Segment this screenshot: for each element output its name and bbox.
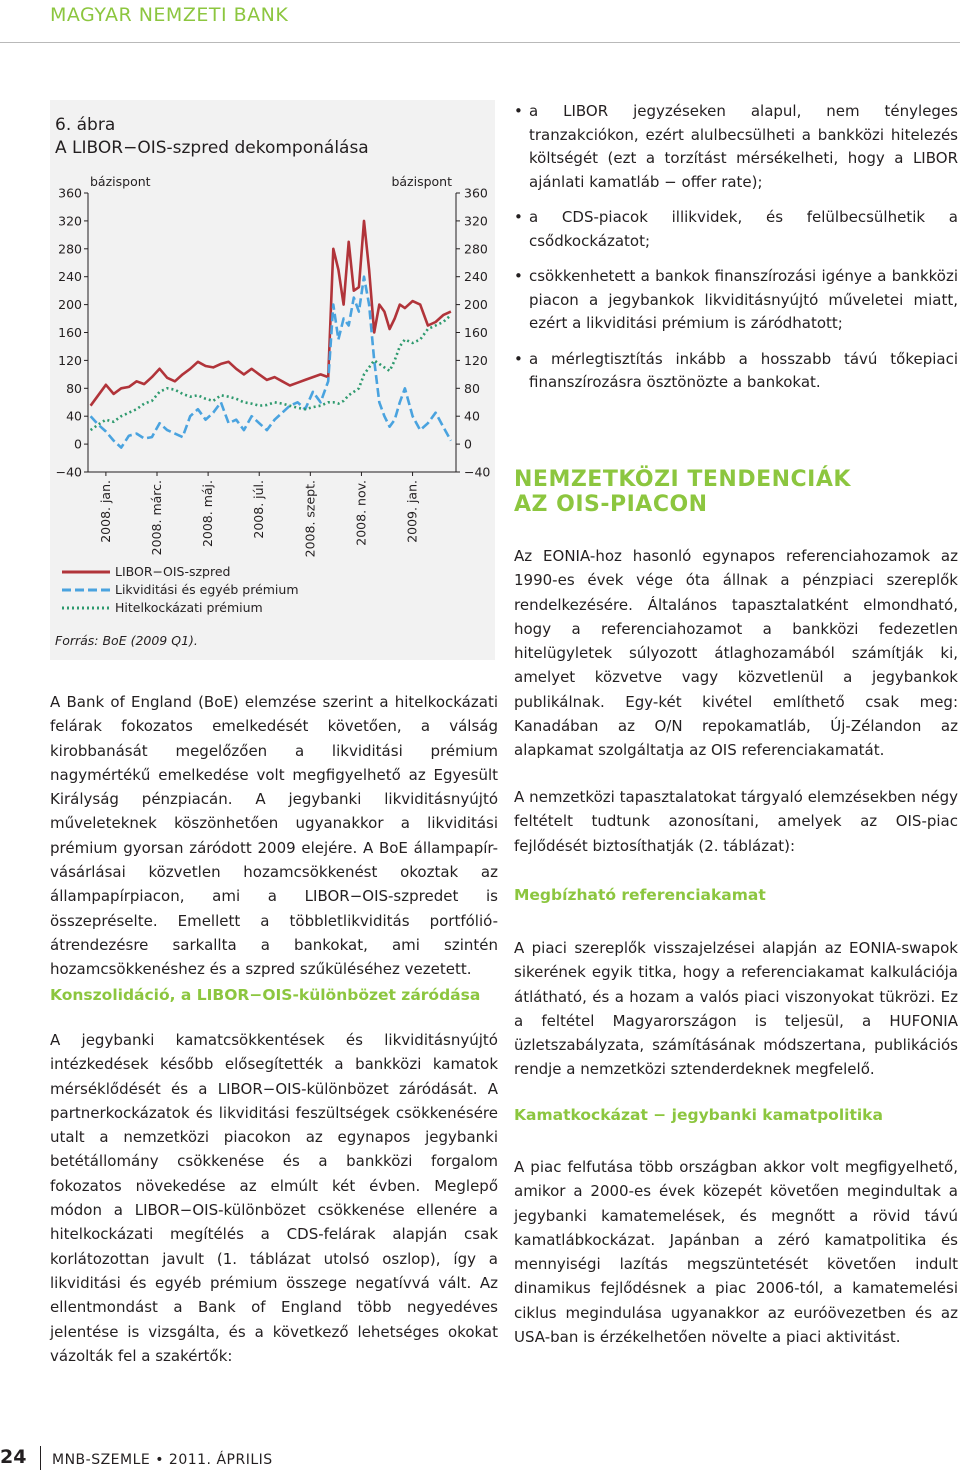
y-axis-unit-right: bázispont [391,174,452,189]
right-subheading-2: Kamatkockázat − jegybanki kamatpolitika [514,1106,883,1124]
x-tick-label: 2008. máj. [200,480,216,548]
legend-item-liquidity [62,581,299,599]
y-tick-label-right: 200 [464,297,488,313]
y-tick-label-left: 280 [58,241,82,257]
left-subheading: Konszolidáció, a LIBOR−OIS-különbözet záródása [50,986,481,1004]
right-paragraph-3: A piaci szereplők visszajelzései alapján az EONIA-swapok sikerének egyik titka, hogy a referenciakamat kalkulációja átlátható, és a hozam a valós piaci viszonyokat tükrözi. Ez a feltétel Magyarországon is teljesül, a HUFONIA üzletszabályzata, számításának módszertana, publikációs rendje a nemzetközi sztenderdeknek megfelelő. [514,939,958,1079]
section-title-line-2: AZ OIS-PIACON [514,492,708,517]
section-title-line-1: NEMZETKÖZI TENDENCIÁK [514,467,851,492]
y-axis-unit-left: bázispont [90,174,151,189]
y-tick-label-right: 320 [464,213,488,229]
right-paragraph-4: A piac felfutása több országban akkor volt megfigyelhető, amikor a 2000-es évek közepét követően megindultak a jegybanki kamatemelések, és megnőtt a rövid távú kamatlábkockázat. Japánban a zéró kamatpolitika és mennyiségi lazítás megszüntetését követően indult dinamikus fejlődésnek a piac 2006-tól, a kamatemelési ciklus megindulása ugyanakkor az euróövezetben és az USA-ban is érzékelhetően növelte a piaci aktivitást. [514,1158,958,1347]
x-tick-label: 2009. jan. [404,480,420,543]
legend-item-credit [62,599,299,617]
legend-label: Likviditási és egyéb prémium [115,582,299,597]
bullet-item: • csökkenhetett a bankok finanszírozási igénye a bankközi piacon a jegybankok likviditásnyújtó műveletei miatt, ezért a likviditási prémium is záródhatott; [514,265,958,336]
right-paragraph-2: A nemzetközi tapasztalatokat tárgyaló elemzésekben négy feltételt tudtunk azonosítani, amelyek az OIS-piac fejlődését biztosíthatják (2. táblázat): [514,788,958,855]
journal-header: MAGYAR NEMZETI BANK [50,4,289,26]
legend-solid-line-swatch [62,568,110,576]
left-paragraph-1: A Bank of England (BoE) elemzése szerint a hitelkockázati felárak fokozatos emelkedését követően, a válság kirobbanását megelőzően a likviditási prémium nagymértékű emelkedése volt megfigyelhető az Egyesült Királyság pénzpiacán. A jegybanki likviditásnyújtó műveleteknek köszönhetően ugyanakkor a likviditási prémium gyorsan záródott 2009 elejére. A BoE állampapír-vásárlásai közvetlen hozamcsökkenést okoztak az állampapírpiacon, ami a LIBOR−OIS-szpredet is összepréselte. Emellett a többletlikviditás portfólió-átrendezésre sarkallta a bankokat, ami szintén hozamcsökkenéshez és a szpred szűküléséhez vezetett. [50,693,498,979]
chart-legend [62,563,299,617]
y-tick-label-left: 200 [58,297,82,313]
footer-divider [40,1446,41,1470]
right-paragraph-1: Az EONIA-hoz hasonló egynapos referenciahozamok az 1990-es évek vége óta állnak a pénzpiaci szereplők rendelkezésére. Általános tapasztalatként elmondható, hogy a referenciahozamot a bankközi fedezetlen hitelügyletek súlyozott átlaghozamából számítják ki, amelyet közvetve vagy közvetlenül a jegybankok publikálnak. Egy-két kivétel említhető csak meg: Kanadában az O/N repokamatláb, Új-Zélandon az alapkamat szolgáltatja az OIS referenciakamatát. [514,547,958,760]
figure-source: Forrás: BoE (2009 Q1). [55,633,198,648]
y-tick-label-right: 280 [464,241,488,257]
y-tick-label-right: 240 [464,269,488,285]
y-tick-label-right: 360 [464,185,488,201]
bullet-list [514,100,958,407]
header-divider [0,42,960,43]
y-tick-label-left: 240 [58,269,82,285]
decomposition-chart [50,160,495,560]
bullet-item: • a mérlegtisztítás inkább a hosszabb távú tőkepiaci finanszírozásra ösztönözte a bankokat. [514,348,958,395]
y-tick-label-left: −40 [55,464,82,480]
y-tick-label-right: −40 [464,464,491,480]
page-number: 24 [0,1446,27,1468]
figure-title: A LIBOR−OIS-szpred dekomponálása [55,138,369,158]
right-subheading-1: Megbízható referenciakamat [514,886,766,904]
y-tick-label-left: 160 [58,325,82,340]
y-tick-label-right: 40 [464,408,480,424]
legend-dashed-line-swatch [62,586,110,594]
y-tick-label-right: 0 [464,436,472,452]
figure-caption [55,114,369,160]
figure-number: 6. ábra [55,115,116,135]
y-tick-label-left: 80 [66,380,82,396]
bullet-item: • a CDS-piacok illikvidek, és felülbecsülhetik a csődkockázatot; [514,206,958,253]
x-tick-label: 2008. júl. [251,480,267,539]
section-title [514,467,851,517]
y-tick-label-left: 120 [58,352,82,368]
y-tick-label-left: 40 [66,408,82,424]
footer-journal: MNB-SZEMLE • 2011. ÁPRILIS [52,1452,273,1468]
x-tick-label: 2008. nov. [353,480,369,546]
x-tick-label: 2008. márc. [149,480,164,556]
y-tick-label-right: 160 [464,325,488,340]
y-tick-label-left: 320 [58,213,82,229]
legend-label: Hitelkockázati prémium [115,600,263,615]
legend-item-libor-ois [62,563,299,581]
liquidity-premium-line [91,277,451,448]
bullet-item: • a LIBOR jegyzéseken alapul, nem tényleges tranzakciókon, ezért alulbecsülheti a bankközi hitelezés költségét (ezt a torzítást mérsékelheti, hogy a LIBOR ajánlati kamatláb − offer rate); [514,100,958,194]
y-tick-label-right: 80 [464,380,480,396]
y-tick-label-right: 120 [464,352,488,368]
x-tick-label: 2008. szept. [302,480,318,558]
left-paragraph-2: A jegybanki kamatcsökkentések és likviditásnyújtó intézkedések később elősegítették a bankközi kamatok mérséklődését és a LIBOR−OIS-különbözet záródását. A partnerkockázatok és likviditási feszültségek csökkenésére utalt a nemzetközi piacokon az egynapos jegybanki betétállomány csökkenése és a bankközi forgalom fokozatos növekedése az elmúlt két évben. Meglepő módon a LIBOR−OIS-különbözet csökkenése ellenére a hitelkockázati megítélés a CDS-felárak alapján csak korlátozottan javult (1. táblázat utolsó oszlop), így a likviditási és egyéb prémium összege negatívvá vált. Az ellentmondást a Bank of England több negyedéves jelentése is vizsgálta, és a következő lehetséges okokat vázolták fel a szakértők: [50,1031,498,1365]
legend-label: LIBOR−OIS-szpred [115,564,231,579]
y-tick-label-left: 0 [74,436,82,452]
legend-dotted-line-swatch [62,604,110,612]
libor-ois-spread-line [91,221,451,406]
y-tick-label-left: 360 [58,185,82,201]
x-tick-label: 2008. jan. [97,480,113,543]
